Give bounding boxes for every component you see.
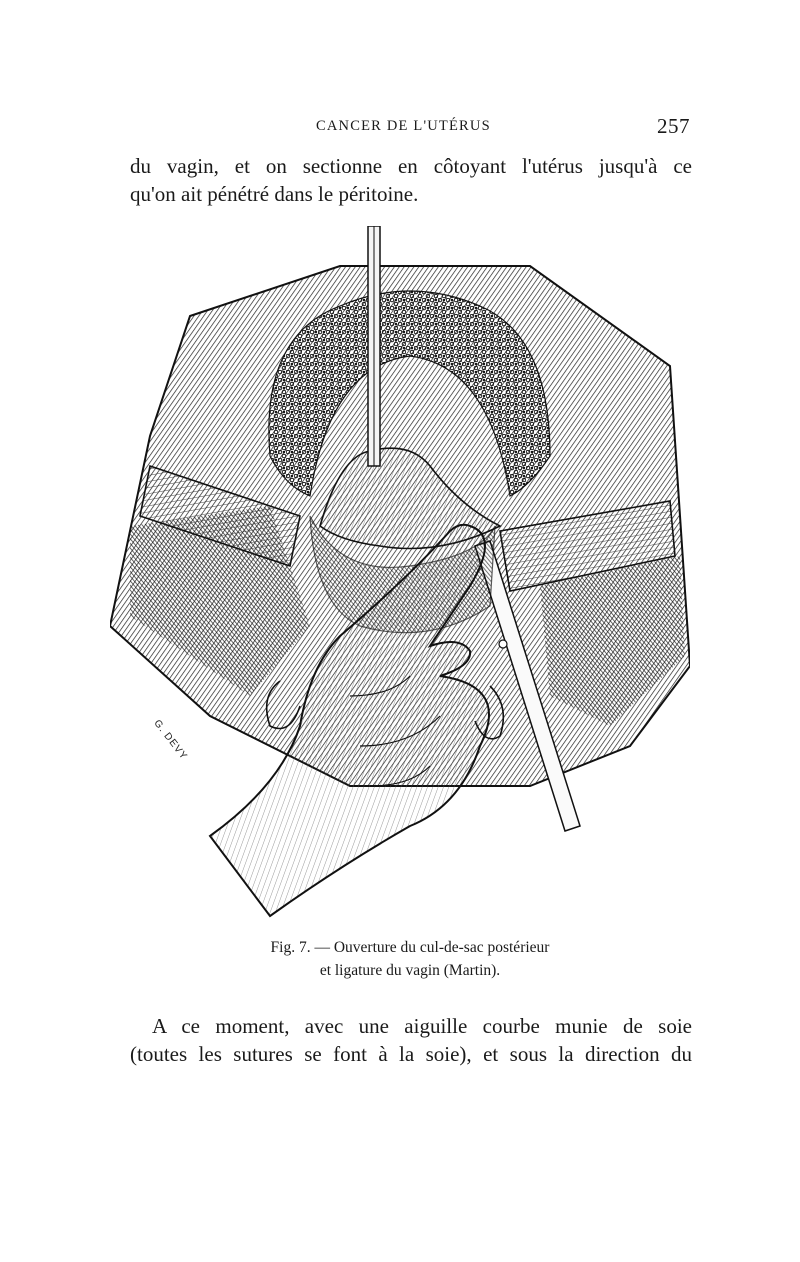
- engraver-signature: G. DEVY: [151, 718, 190, 763]
- bottom-paragraph: [130, 1012, 692, 1068]
- figure-caption: [130, 936, 690, 982]
- caption-line: Fig. 7. — Ouverture du cul-de-sac postérieur: [270, 939, 550, 956]
- top-paragraph: [130, 152, 692, 208]
- caption-line: et ligature du vagin (Martin).: [319, 962, 501, 979]
- running-head: [130, 114, 690, 142]
- text-line: (toutes les sutures se font à la soie), et sous la direction du: [130, 1042, 692, 1066]
- engraving-illustration: [110, 226, 690, 926]
- text-line: qu'on ait pénétré dans le péritoine.: [130, 182, 419, 206]
- text-line: A ce moment, avec une aiguille courbe munie de soie: [152, 1014, 692, 1038]
- running-title: CANCER DE L'UTÉRUS: [316, 118, 491, 134]
- text-line: du vagin, et on sectionne en côtoyant l'utérus jusqu'à ce: [130, 154, 692, 178]
- page-number: 257: [657, 114, 690, 138]
